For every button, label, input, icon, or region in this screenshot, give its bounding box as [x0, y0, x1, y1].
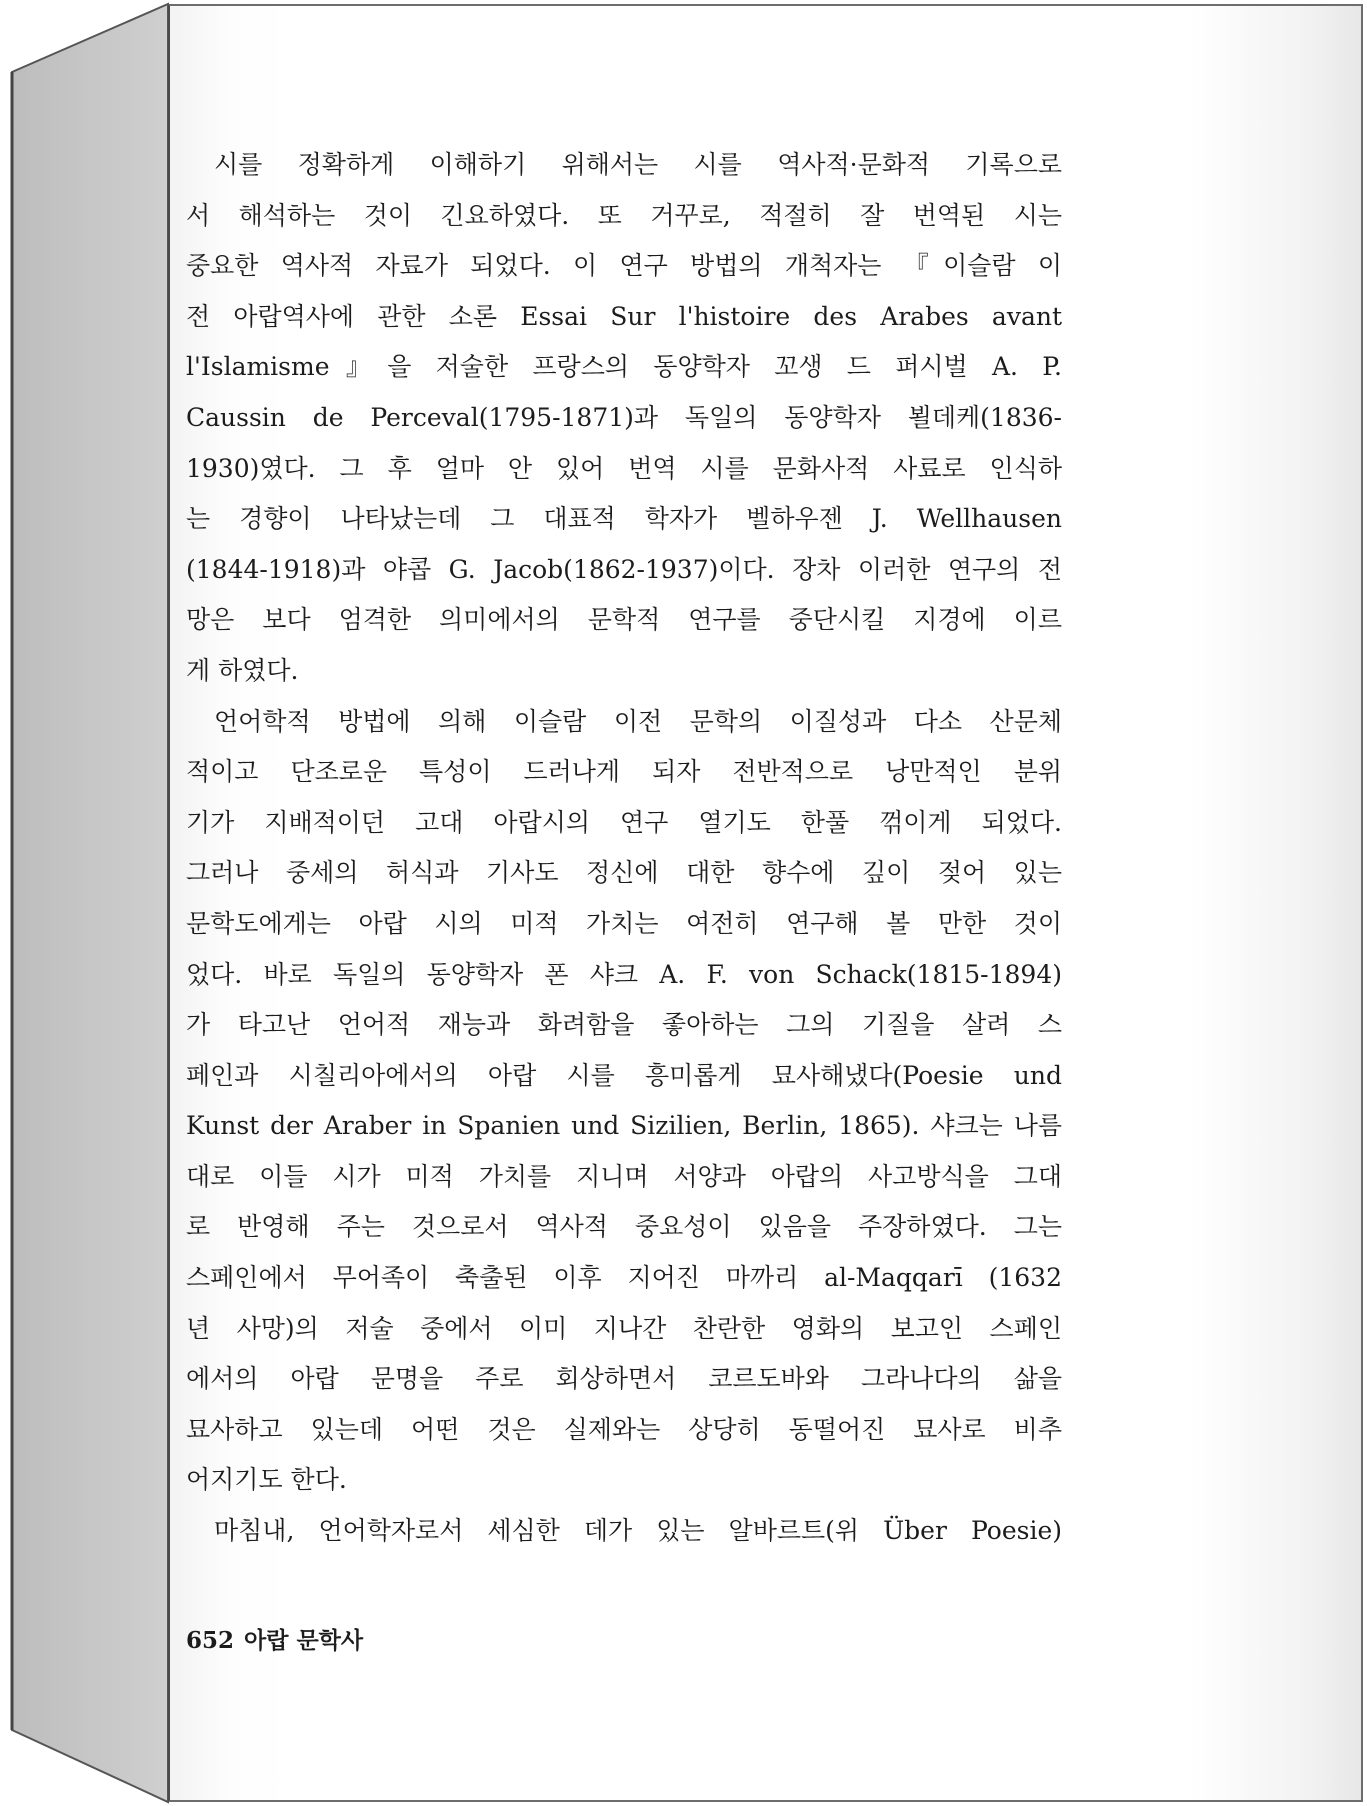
text-line: 적이고 단조로운 특성이 드러나게 되자 전반적으로 낭만적인 분위 — [186, 757, 1062, 787]
text-line: 로 반영해 주는 것으로서 역사적 중요성이 있음을 주장하였다. 그는 — [186, 1212, 1062, 1242]
book-spine-side — [0, 0, 175, 1806]
book-spine-graphic — [0, 0, 175, 1806]
page-number: 652 — [186, 1627, 235, 1654]
text-line: l'Islamisme』을 저술한 프랑스의 동양학자 꼬생 드 퍼시벌 A. P. — [186, 352, 1062, 382]
running-title: 아랍 문학사 — [244, 1627, 364, 1654]
text-line: 중요한 역사적 자료가 되었다. 이 연구 방법의 개척자는 『이슬람 이 — [186, 251, 1062, 281]
text-line: 어지기도 한다. — [186, 1465, 347, 1495]
text-line: 마침내, 언어학자로서 세심한 데가 있는 알바르트(위 Über Poesie) — [214, 1516, 1062, 1546]
text-line: 년 사망)의 저술 중에서 이미 지나간 찬란한 영화의 보고인 스페인 — [186, 1313, 1062, 1343]
text-line: 는 경향이 나타났는데 그 대표적 학자가 벨하우젠 J. Wellhausen — [186, 504, 1062, 534]
text-line: Caussin de Perceval(1795-1871)과 독일의 동양학자 뵐데케(1836- — [186, 402, 1062, 432]
text-line: 스페인에서 무어족이 축출된 이후 지어진 마까리 al-Maqqarī (1632 — [186, 1263, 1062, 1293]
text-line: 가 타고난 언어적 재능과 화려함을 좋아하는 그의 기질을 살려 스 — [186, 1010, 1062, 1040]
text-line: 1930)였다. 그 후 얼마 안 있어 번역 시를 문화사적 사료로 인식하 — [186, 453, 1062, 483]
text-line: 망은 보다 엄격한 의미에서의 문학적 연구를 중단시킬 지경에 이르 — [186, 605, 1062, 635]
text-line: 대로 이들 시가 미적 가치를 지니며 서양과 아랍의 사고방식을 그대 — [186, 1161, 1062, 1191]
page-footer — [186, 1622, 363, 1655]
text-line: 었다. 바로 독일의 동양학자 폰 샤크 A. F. von Schack(1815-1894) — [186, 959, 1062, 989]
text-line: 게 하였다. — [186, 655, 299, 685]
text-line: Kunst der Araber in Spanien und Sizilien, Berlin, 1865). 샤크는 나름 — [186, 1111, 1062, 1141]
text-line: (1844-1918)과 야콥 G. Jacob(1862-1937)이다. 장차 이러한 연구의 전 — [186, 554, 1062, 584]
text-line: 에서의 아랍 문명을 주로 회상하면서 코르도바와 그라나다의 삶을 — [186, 1364, 1062, 1394]
body-text — [186, 140, 1062, 1557]
text-line: 페인과 시칠리아에서의 아랍 시를 흥미롭게 묘사해냈다(Poesie und — [186, 1060, 1062, 1090]
text-line: 전 아랍역사에 관한 소론 Essai Sur l'histoire des Arabes avant — [186, 301, 1062, 331]
text-line: 서 해석하는 것이 긴요하였다. 또 거꾸로, 적절히 잘 번역된 시는 — [186, 200, 1062, 230]
text-line: 기가 지배적이던 고대 아랍시의 연구 열기도 한풀 꺾이게 되었다. — [186, 807, 1062, 837]
text-line: 묘사하고 있는데 어떤 것은 실제와는 상당히 동떨어진 묘사로 비추 — [186, 1414, 1062, 1444]
text-line: 문학도에게는 아랍 시의 미적 가치는 여전히 연구해 볼 만한 것이 — [186, 908, 1062, 938]
text-line: 언어학적 방법에 의해 이슬람 이전 문학의 이질성과 다소 산문체 — [214, 706, 1062, 736]
text-line: 그러나 중세의 허식과 기사도 정신에 대한 향수에 깊이 젖어 있는 — [186, 858, 1062, 888]
text-line: 시를 정확하게 이해하기 위해서는 시를 역사적·문화적 기록으로 — [214, 150, 1062, 179]
